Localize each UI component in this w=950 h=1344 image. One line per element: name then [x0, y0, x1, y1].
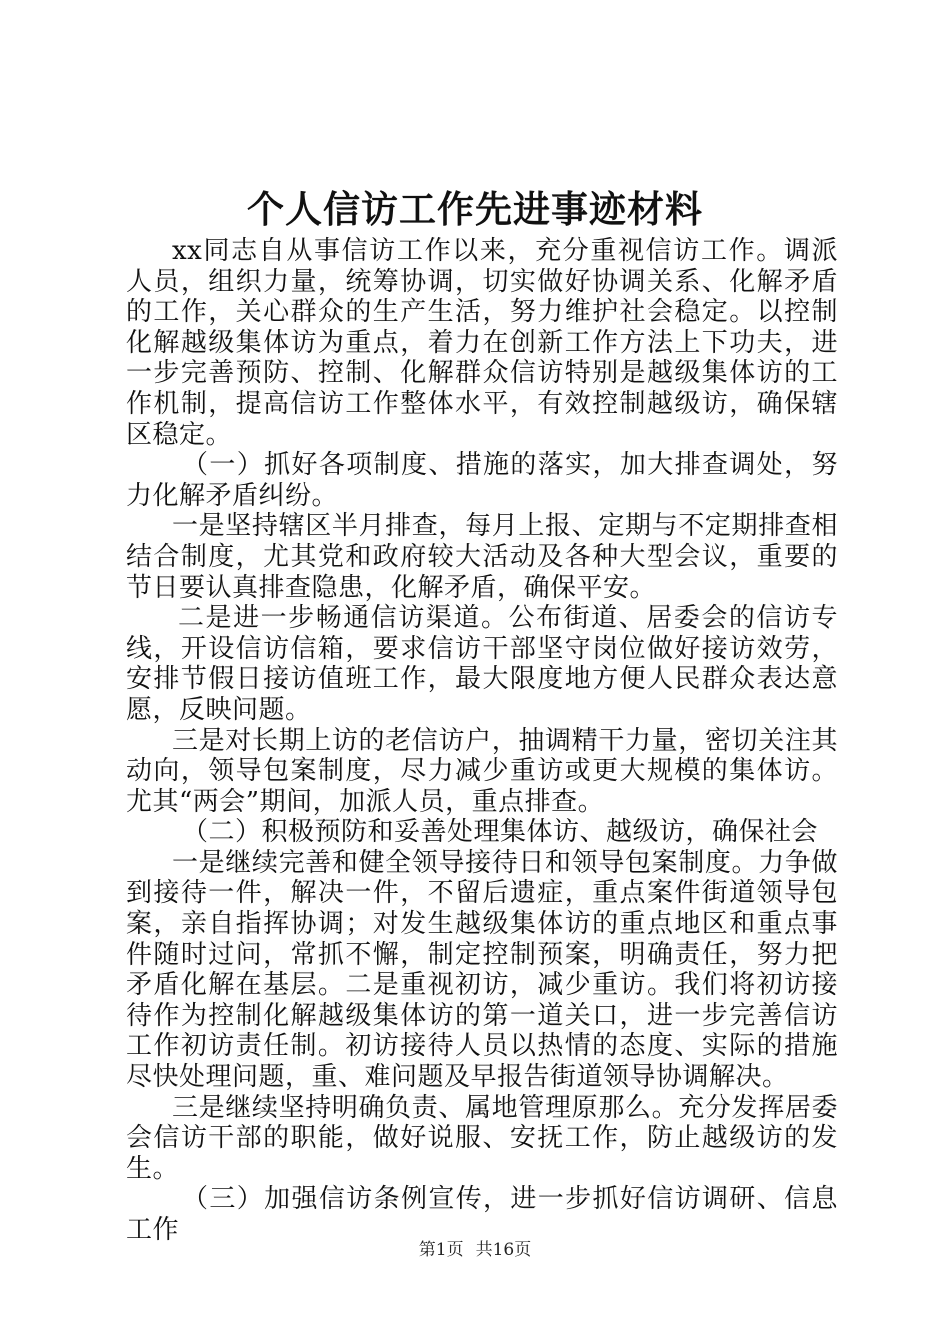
page-title: 个人信访工作先进事迹材料 [247, 187, 703, 231]
paragraph-item: 一是继续完善和健全领导接待日和领导包案制度。力争做到接待一件，解决一件，不留后遗症，重点案件街道领导包案，亲自指挥协调；对发生越级集体访的重点地区和重点事件随时过问，常抓不懈，制定控制预案，明确责任，努力把矛盾化解在基层。二是重视初访，减少重访。我们将初访接待作为控制化解越级集体访的第一道关口，进一步完善信访工作初访责任制。初访接待人员以热情的态度、实际的措施尽快处理问题，重、难问题及早报告街道领导协调解决。 [126, 847, 838, 1093]
document-body [126, 236, 838, 1246]
page-number: 第1页 [418, 1240, 464, 1260]
section-heading-3: （三）加强信访条例宣传，进一步抓好信访调研、信息工作 [126, 1184, 838, 1245]
section-heading-2: （二）积极预防和妥善处理集体访、越级访，确保社会 [182, 817, 819, 848]
paragraph-item: 一是坚持辖区半月排查，每月上报、定期与不定期排查相结合制度，尤其党和政府较大活动及各种大型会议，重要的节日要认真排查隐患，化解矛盾，确保平安。 [126, 511, 838, 603]
paragraph-item: 二是进一步畅通信访渠道。公布街道、居委会的信访专线，开设信访信箱，要求信访干部坚守岗位做好接访效劳，安排节假日接访值班工作，最大限度地方便人民群众表达意愿，反映问题。 [126, 603, 838, 725]
paragraph-item: 三是继续坚持明确负责、属地管理原那么。充分发挥居委会信访干部的职能，做好说服、安抚工作，防止越级访的发生。 [126, 1092, 838, 1184]
page-footer [0, 1238, 950, 1262]
section-heading-1: （一）抓好各项制度、措施的落实，加大排查调处，努力化解矛盾纠纷。 [126, 450, 838, 511]
page-total: 共16页 [475, 1240, 532, 1260]
paragraph-item: 三是对长期上访的老信访户，抽调精干力量，密切关注其动向，领导包案制度，尽力减少重访或更大规模的集体访。尤其“两会”期间，加派人员，重点排查。 [126, 725, 838, 817]
paragraph-intro: xx同志自从事信访工作以来，充分重视信访工作。调派人员，组织力量，统筹协调，切实做好协调关系、化解矛盾的工作，关心群众的生产生活，努力维护社会稳定。以控制化解越级集体访为重点，着力在创新工作方法上下功夫，进一步完善预防、控制、化解群众信访特别是越级集体访的工作机制，提高信访工作整体水平，有效控制越级访，确保辖区稳定。 [126, 236, 838, 450]
